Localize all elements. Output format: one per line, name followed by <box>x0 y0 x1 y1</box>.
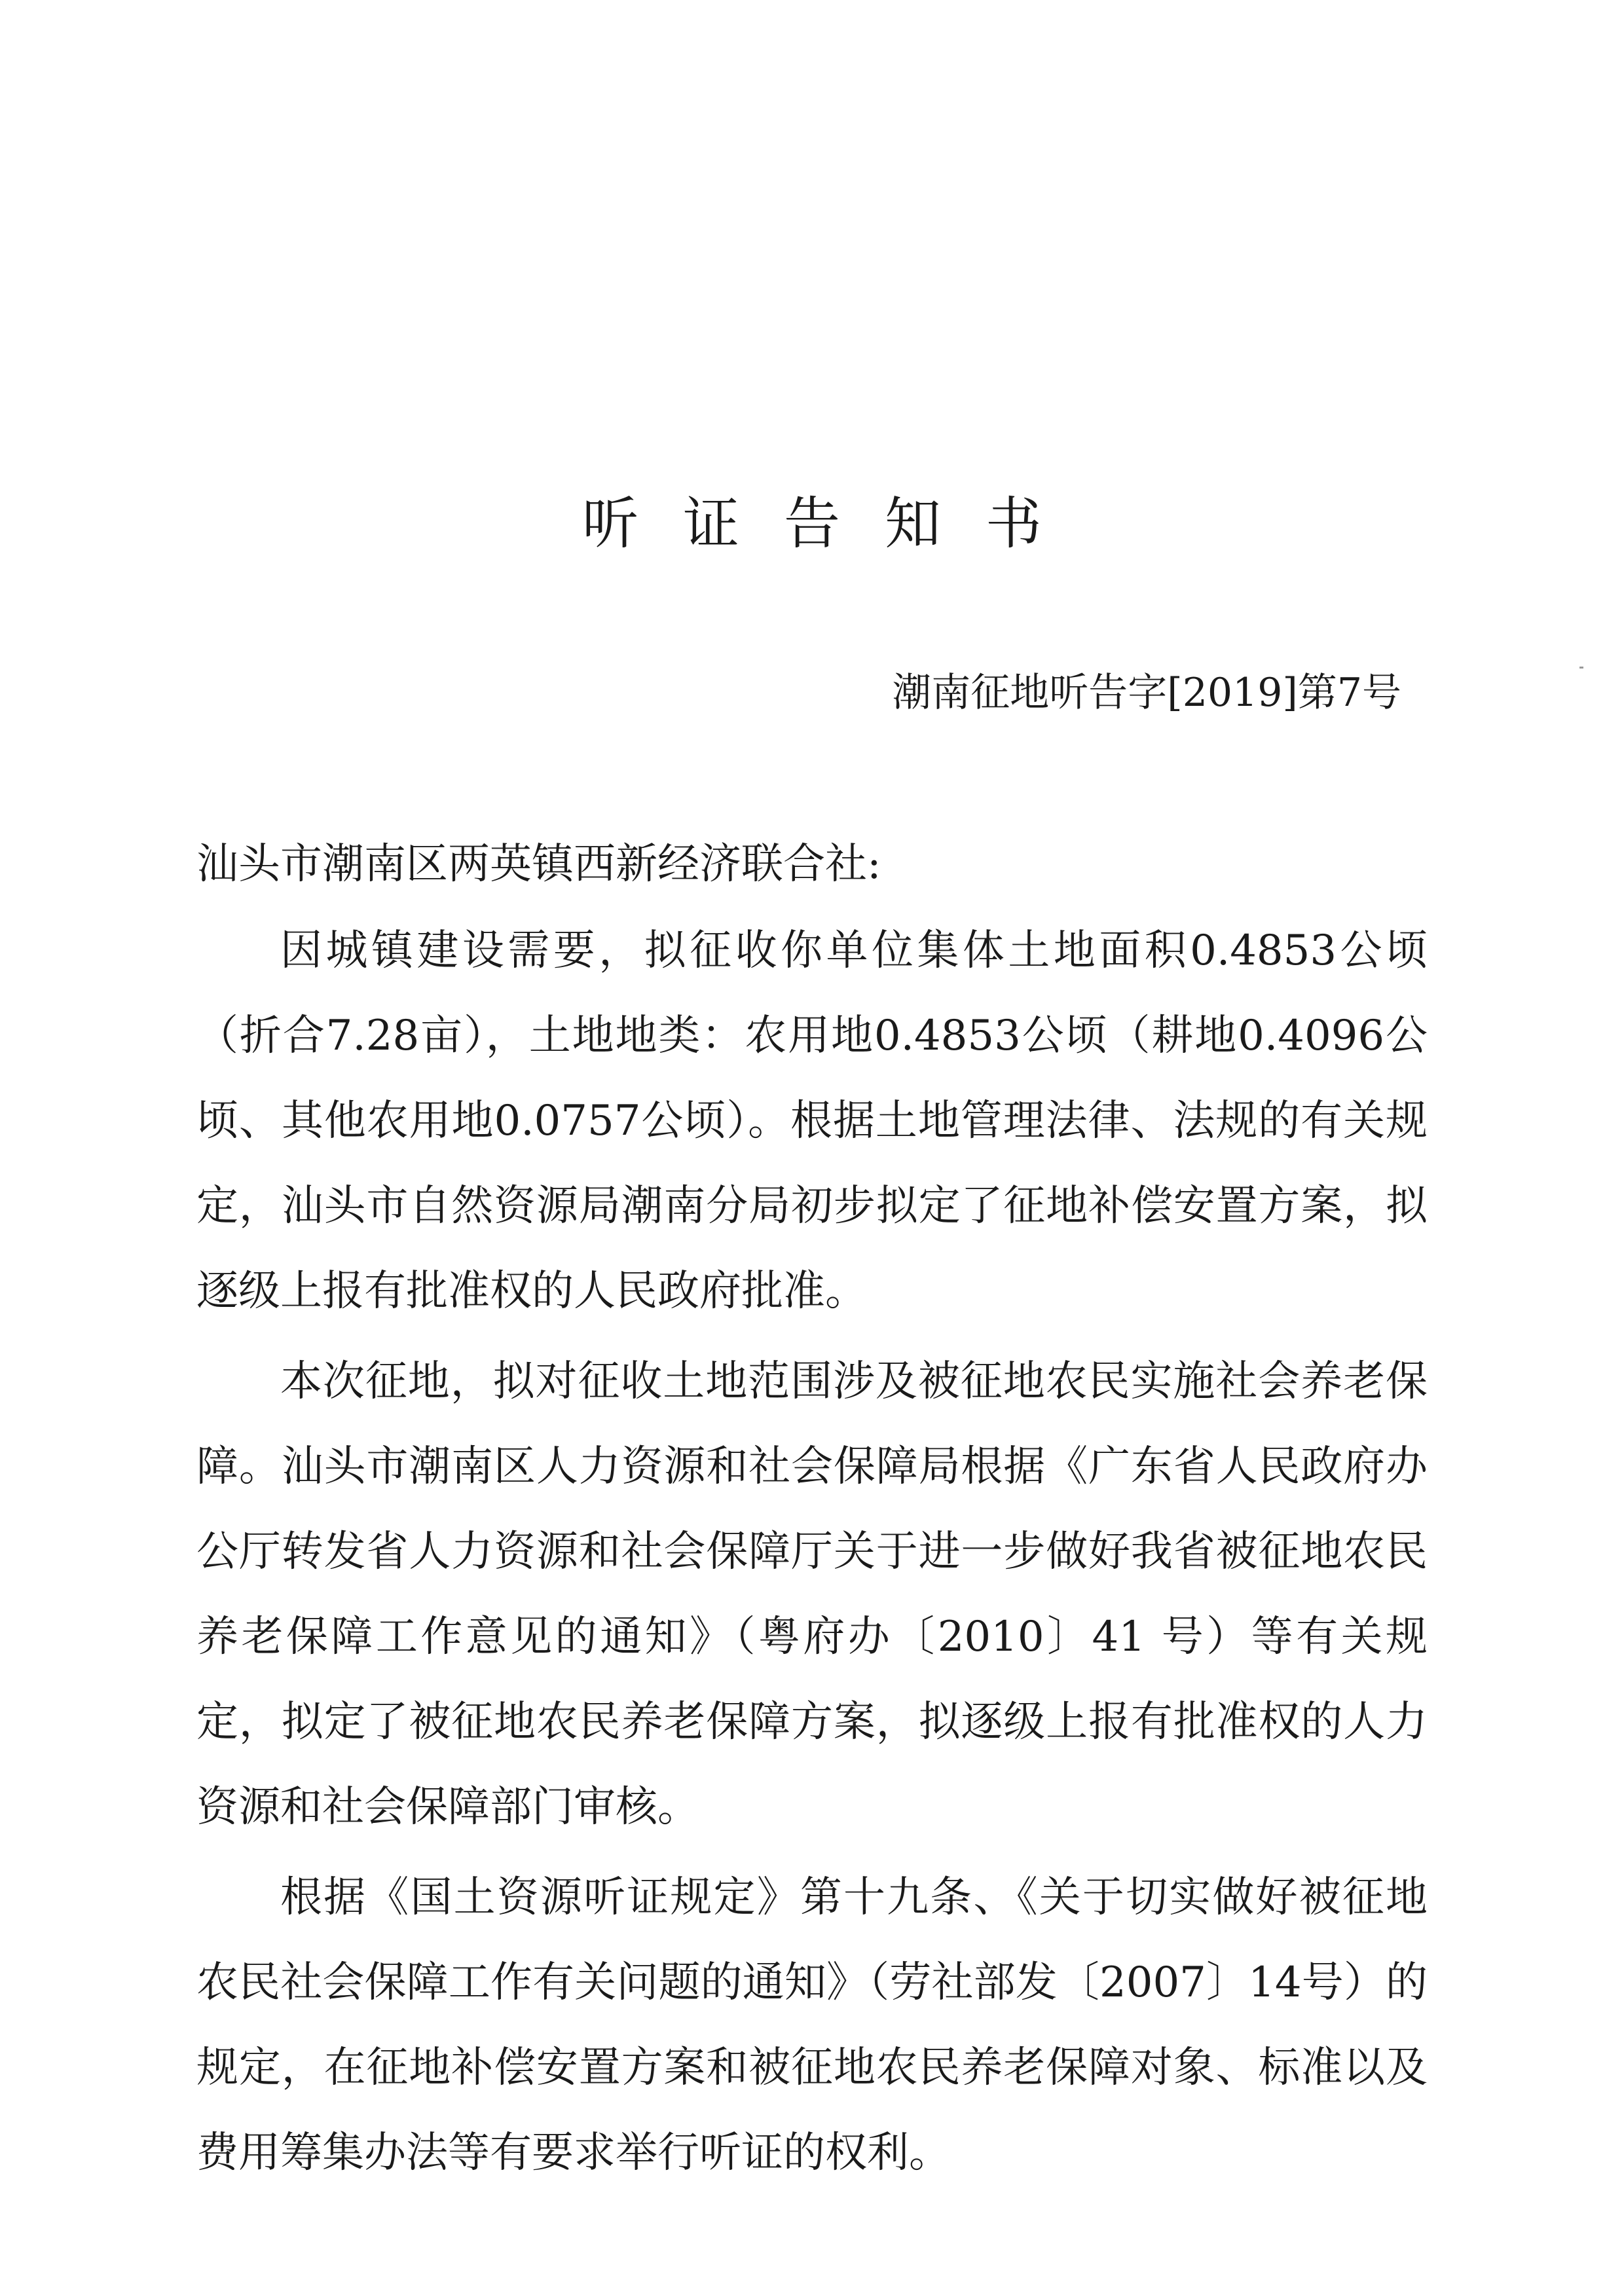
document-number: 潮南征地听告字[2019]第7号 <box>892 670 1401 716</box>
paragraph-hearing-rights: 根据《国土资源听证规定》第十九条、《关于切实做好被征地农民社会保障工作有关问题的通知》（劳社部发〔2007〕14号）的规定，在征地补偿安置方案和被征地农民养老保障对象、标准以及费用筹集办法等有要求举行听证的权利。 <box>196 1873 1428 2177</box>
addressee: 汕头市潮南区两英镇西新经济联合社: <box>196 840 881 889</box>
paragraph-land-acquisition: 因城镇建设需要，拟征收你单位集体土地面积0.4853公顷（折合7.28亩），土地地类：农用地0.4853公顷（耕地0.4096公顷、其他农用地0.0757公顷）。根据土地管理法律、法规的有关规定，汕头市自然资源局潮南分局初步拟定了征地补偿安置方案，拟逐级上报有批准权的人民政府批准。 <box>196 927 1428 1315</box>
document-body <box>196 822 1428 2201</box>
paragraph-pension-security: 本次征地，拟对征收土地范围涉及被征地农民实施社会养老保障。汕头市潮南区人力资源和社会保障局根据《广东省人民政府办公厅转发省人力资源和社会保障厅关于进一步做好我省被征地农民养老保障工作意见的通知》（粤府办〔2010〕41 号）等有关规定，拟定了被征地农民养老保障方案，拟逐级上报有批准权的人力资源和社会保障部门审核。 <box>196 1357 1428 1831</box>
scan-speck <box>1579 667 1583 669</box>
document-title: 听证告知书 <box>582 491 1086 557</box>
